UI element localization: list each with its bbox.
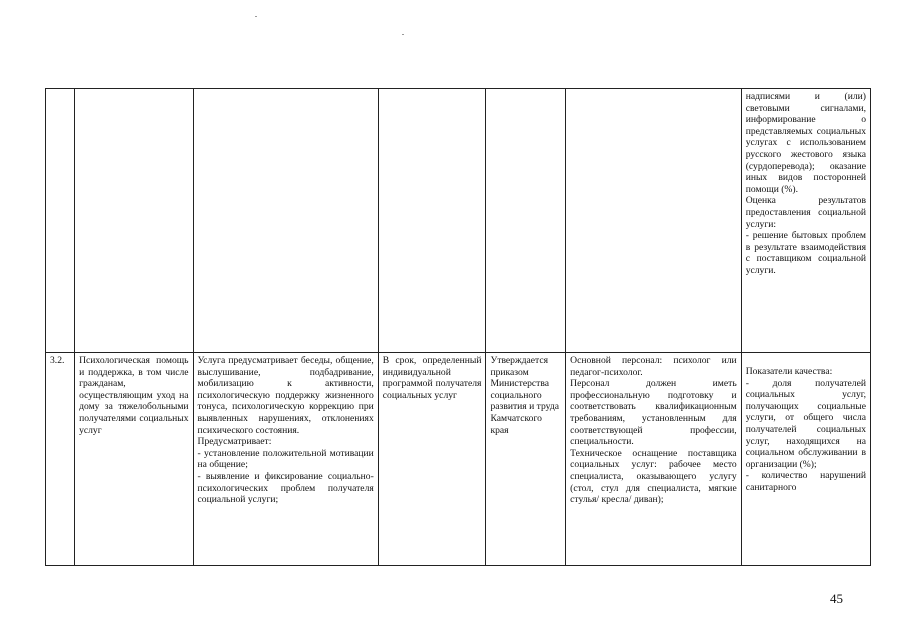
indicator-text: - доля получателей социальных услуг, получающих социальные услуги, от общего числа получателей социальных услуг, находящихся на социальном обслуживании в организации (%); bbox=[745, 377, 866, 470]
cell-indicators bbox=[741, 353, 870, 566]
cell-procedure bbox=[566, 353, 742, 566]
cell-procedure bbox=[566, 89, 742, 353]
cell-indicators bbox=[741, 89, 870, 353]
description-text: - выявление и фиксирование социально-психологических проблем получателя социальной услуги; bbox=[197, 470, 374, 506]
indicator-text: Оценка результатов предоставления социальной услуги: bbox=[745, 195, 866, 230]
cell-description bbox=[193, 89, 378, 353]
table-row bbox=[46, 89, 871, 353]
procedure-text: Основной персонал: психолог или педагог-психолог. bbox=[570, 355, 737, 378]
scan-artifact bbox=[402, 34, 404, 35]
cell-name bbox=[75, 89, 193, 353]
procedure-text: Персонал должен иметь профессиональную подготовку и соответствовать квалификационным требованиям, установленным для соответствующей профессии, специальности. bbox=[570, 378, 737, 448]
page-number: 45 bbox=[830, 591, 843, 606]
cell-price: Утверждается приказом Министерства социального развития и труда Камчатского края bbox=[486, 353, 566, 566]
description-text: Предусматривает: bbox=[197, 436, 272, 448]
description-text: Услуга предусматривает беседы, общение, выслушивание, подбадривание, мобилизацию к активности, психологическую поддержку жизненного тонуса, психологическую коррекцию при выявленных нарушениях, отклонениях психического состояния. bbox=[197, 355, 374, 436]
table-row bbox=[46, 353, 871, 566]
cell-price bbox=[486, 89, 566, 353]
description-text: - установление положительной мотивации на общение; bbox=[197, 447, 374, 471]
cell-number bbox=[46, 89, 75, 353]
scan-artifact bbox=[255, 16, 257, 17]
cell-name: Психологическая помощь и поддержка, в том числе гражданам, осуществляющим уход на дому за тяжелобольными получателями социальных услуг bbox=[75, 353, 193, 566]
indicator-text: Показатели качества: bbox=[745, 366, 833, 377]
indicator-text: надписями и (или) световыми сигналами, информирование о представляемых социальных услугах с использованием русского жестового языка (сурдоперевода); оказание иных видов посторонней помощи (%). bbox=[745, 91, 866, 195]
cell-term: В срок, определенный индивидуальной программой получателя социальных услуг bbox=[378, 353, 486, 566]
cell-description bbox=[193, 353, 378, 566]
procedure-text: Техническое оснащение поставщика социальных услуг: рабочее место специалиста, оказывающего услугу (стол, стул для специалиста, мягкие стулья/ кресла/ диван); bbox=[570, 447, 737, 506]
indicator-text: - количество нарушений санитарного bbox=[745, 470, 866, 493]
cell-term bbox=[378, 89, 486, 353]
services-table bbox=[45, 88, 871, 566]
cell-number: 3.2. bbox=[46, 353, 75, 566]
indicator-text: - решение бытовых проблем в результате взаимодействия с поставщиком социальной услуги. bbox=[745, 230, 866, 276]
